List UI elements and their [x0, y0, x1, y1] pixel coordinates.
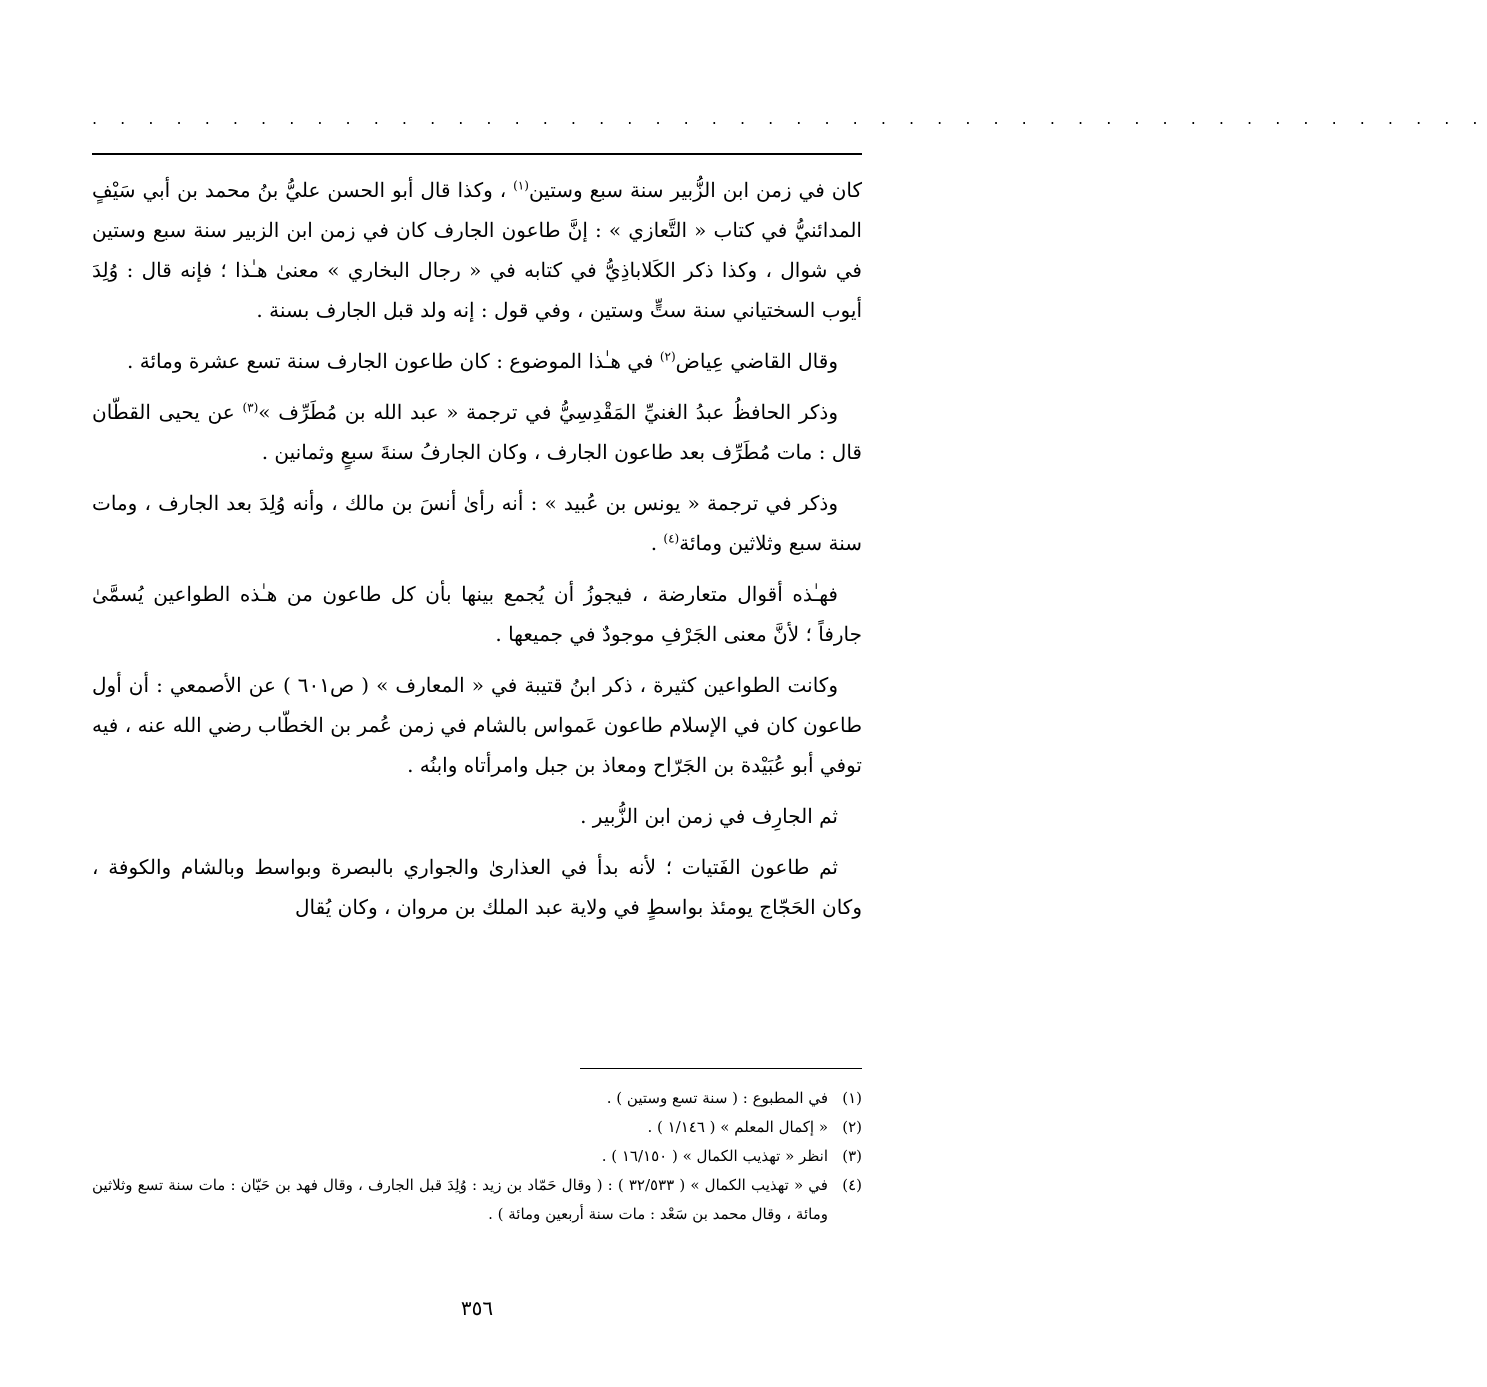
footnote-text: في « تهذيب الكمال » ( ٣٢/٥٣٣ ) : ( وقال حَمّاد بن زيد : وُلِدَ قبل الجارف ، وقال فهد بن حَيّان : مات سنة تسع وثلاثين ومائة ، وقال محمد بن سَعْد : مات سنة أربعين ومائة ) .: [92, 1176, 828, 1223]
paragraph-4: [92, 483, 862, 563]
paragraph-2-text-b: في هـٰذا الموضوع : كان طاعون الجارف سنة تسع عشرة ومائة .: [127, 349, 660, 373]
book-page: [92, 0, 1487, 1387]
footnote-number: (٢): [842, 1118, 862, 1136]
footnotes: [92, 1084, 862, 1229]
paragraph-5: فهـٰذه أقوال متعارضة ، فيجوزُ أن يُجمع بينها بأن كل طاعون من هـٰذه الطواعين يُسمَّىٰ جارفاً ؛ لأنَّ معنى الجَرْفِ موجودٌ في جميعها .: [92, 582, 862, 646]
paragraph-7: ثم الجارِف في زمن ابن الزُّبير .: [580, 804, 838, 828]
footnote-number: (١): [842, 1089, 862, 1107]
paragraph-8: ثم طاعون الفَتيات ؛ لأنه بدأ في العذارىٰ والجواري بالبصرة وبواسط وبالشام والكوفة ، وكان الحَجّاج يومئذ بواسطٍ في ولاية عبد الملك بن مروان ، وكان يُقال: [92, 855, 862, 919]
footnote-number: (٣): [842, 1147, 862, 1165]
paragraph-2: [92, 341, 862, 381]
footnote-1: [92, 1084, 862, 1113]
paragraph-4-text-a: وذكر في ترجمة « يونس بن عُبيد » : أنه رأىٰ أنسَ بن مالك ، وأنه وُلِدَ بعد الجارف ، ومات سنة سبع وثلاثين ومائة: [92, 491, 862, 555]
paragraph-3-text-a: وذكر الحافظُ عبدُ الغنيِّ المَقْدِسِيُّ في ترجمة « عبد الله بن مُطَرِّف »: [258, 400, 838, 424]
paragraph-1-text-a: كان في زمن ابن الزُّبير سنة سبع وستين: [528, 178, 862, 202]
footnote-number: (٤): [842, 1176, 862, 1194]
footnote-text: في المطبوع : ( سنة تسع وستين ) .: [606, 1089, 828, 1107]
paragraph-4-text-b: .: [650, 531, 664, 555]
footnote-text: انظر « تهذيب الكمال » ( ١٦/١٥٠ ) .: [601, 1147, 828, 1165]
paragraph-2-text-a: وقال القاضي عِياض: [675, 349, 838, 373]
paragraph-6: وكانت الطواعين كثيرة ، ذكر ابنُ قتيبة في « المعارف » ( ص٦٠١ ) عن الأصمعي : أن أول طاعون كان في الإسلام طاعون عَمواس بالشام في زمن عُمر بن الخطّاب رضي الله عنه ، فيه توفي أبو عُبَيْدة بن الجَرّاح ومعاذ بن جبل وامرأتاه وابنُه .: [92, 673, 862, 777]
footnote-4: [92, 1171, 862, 1229]
footnote-ref-4: (٤): [663, 531, 680, 546]
footnote-text: « إكمال المعلم » ( ١/١٤٦ ) .: [647, 1118, 828, 1136]
footnote-3: [92, 1142, 862, 1171]
header-dotted-line: . . . . . . . . . . . . . . . . . . . . . . . . . . . . . . . . . . . . . . . . . . . . . . . . . .: [92, 109, 1487, 128]
paragraph-3: [92, 392, 862, 472]
footnote-ref-3: (٣): [242, 400, 259, 415]
paragraph-1: [92, 170, 862, 330]
footnote-ref-2: (٢): [659, 349, 676, 364]
footnote-2: [92, 1113, 862, 1142]
paragraph-3-text-b: عن يحيى القطّان قال : مات مُطَرِّف بعد طاعون الجارف ، وكان الجارفُ سنةَ سبعٍ وثمانين .: [92, 400, 862, 464]
page-number: ٣٥٦: [460, 1296, 494, 1320]
footnote-separator: [580, 1068, 862, 1069]
footnote-ref-1: (١): [513, 178, 529, 193]
main-text: [92, 170, 862, 938]
paragraph-1-text-b: ، وكذا قال أبو الحسن عليُّ بنُ محمد بن أبي سَيْفٍ المدائنيُّ في كتاب « التَّعازي » : إنَّ طاعون الجارف كان في زمن ابن الزبير سنة سبع وستين في شوال ، وكذا ذكر الكَلاباذِيُّ في كتابه في « رجال البخاري » معنىٰ هـٰذا ؛ فإنه قال : وُلِدَ أيوب السختياني سنة ستٍّ وستين ، وفي قول : إنه ولد قبل الجارف بسنة .: [92, 178, 862, 322]
header-rule: [92, 153, 862, 155]
